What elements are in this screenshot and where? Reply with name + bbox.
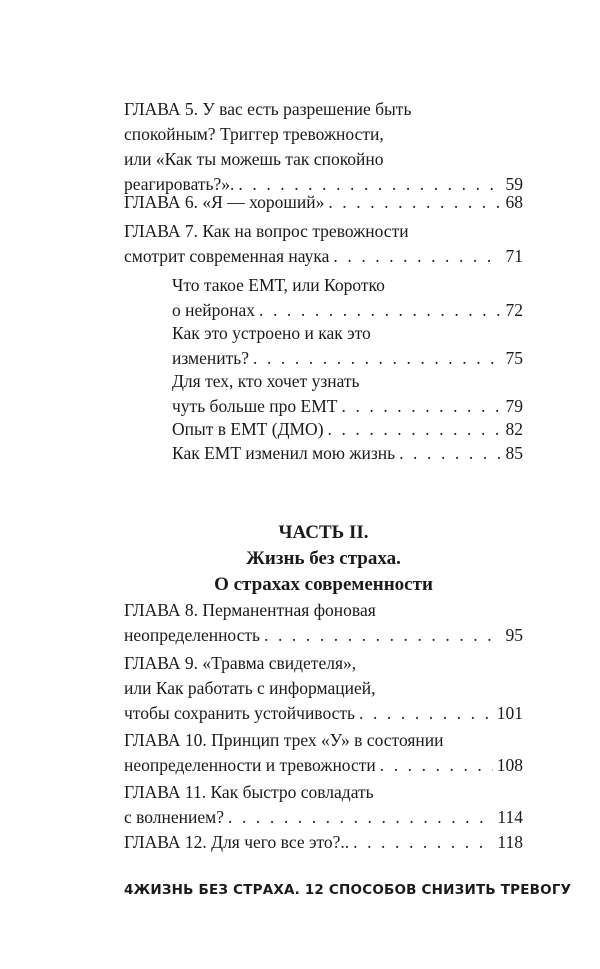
entry-text-line: ГЛАВА 11. Как быстро совладать [124, 782, 374, 802]
entry-text-line: Что такое ЕМТ, или Коротко [172, 275, 385, 295]
page-number: 85 [505, 443, 523, 463]
toc-entry-chapter-7 [124, 219, 523, 269]
toc-subentry-emt-changed-life [124, 441, 523, 466]
dot-leader [328, 190, 501, 215]
running-title: ЖИЗНЬ БЕЗ СТРАХА. 12 СПОСОБОВ СНИЗИТЬ ТРЕВОГУ [133, 882, 572, 898]
page-number: 75 [505, 348, 523, 368]
entry-text-line: чуть больше про ЕМТ [172, 396, 338, 416]
entry-text-line: неопределенности и тревожности [124, 755, 376, 775]
page-number: 118 [497, 832, 523, 852]
page-number: 72 [505, 300, 523, 320]
entry-text-line: ГЛАВА 9. «Травма свидетеля», [124, 653, 357, 673]
dot-leader [353, 830, 493, 855]
page-number: 59 [505, 174, 523, 194]
dot-leader [253, 346, 502, 371]
dot-leader [333, 244, 501, 269]
dot-leader [399, 441, 501, 466]
toc-entry-chapter-12 [124, 830, 523, 855]
part-subtitle: О страхах современности [214, 574, 433, 595]
toc-entry-chapter-8 [124, 598, 523, 648]
dot-leader [380, 753, 493, 778]
entry-text-line: ГЛАВА 12. Для чего все это?.. [124, 832, 350, 852]
page-number: 101 [496, 703, 523, 723]
entry-text-line: смотрит современная наука [124, 246, 330, 266]
entry-text-line: Опыт в ЕМТ (ДМО) [172, 419, 324, 439]
page-number: 82 [505, 419, 523, 439]
toc-subentry-more-about-emt [124, 369, 523, 419]
dot-leader [328, 417, 502, 442]
page-number: 71 [505, 246, 523, 266]
toc-entry-chapter-10 [124, 728, 523, 778]
dot-leader [264, 623, 501, 648]
entry-text-line: с волнением? [124, 807, 225, 827]
entry-text-line: неопределенность [124, 625, 261, 645]
part-number: ЧАСТЬ II. [278, 522, 369, 543]
part-heading [124, 520, 523, 598]
running-footer [124, 882, 572, 898]
entry-text-line: спокойным? Триггер тревожности, [124, 124, 384, 144]
page-number: 68 [505, 192, 523, 212]
entry-text-line: Для тех, кто хочет узнать [172, 371, 360, 391]
entry-text-line: Как ЕМТ изменил мою жизнь [172, 443, 396, 463]
entry-text-line: ГЛАВА 10. Принцип трех «У» в состоянии [124, 730, 444, 750]
page-number: 108 [496, 755, 523, 775]
entry-text-line: или Как работать с информацией, [124, 678, 376, 698]
page-number: 95 [505, 625, 523, 645]
entry-text-line: ГЛАВА 7. Как на вопрос тревожности [124, 221, 409, 241]
dot-leader [359, 701, 493, 726]
dot-leader [342, 394, 502, 419]
dot-leader [259, 298, 501, 323]
part-title: Жизнь без страха. [246, 548, 401, 569]
page-number: 79 [505, 396, 523, 416]
page-number: 114 [497, 807, 523, 827]
toc-entry-chapter-11 [124, 780, 523, 830]
entry-text-line: реагировать?». [124, 174, 235, 194]
entry-text-line: изменить? [172, 348, 249, 368]
entry-text-line: ГЛАВА 5. У вас есть разрешение быть [124, 99, 412, 119]
entry-text-line: или «Как ты можешь так спокойно [124, 149, 384, 169]
entry-text-line: чтобы сохранить устойчивость [124, 703, 356, 723]
toc-entry-chapter-9 [124, 651, 523, 726]
toc-entry-chapter-5 [124, 97, 523, 197]
entry-text-line: о нейронах [172, 300, 256, 320]
dot-leader [228, 805, 493, 830]
toc-subentry-emt-experience [124, 417, 523, 442]
entry-text-line: ГЛАВА 8. Перманентная фоновая [124, 600, 376, 620]
toc-subentry-how-it-works [124, 321, 523, 371]
toc-entry-chapter-6 [124, 190, 523, 215]
entry-text-line: Как это устроено и как это [172, 323, 371, 343]
entry-text-line: ГЛАВА 6. «Я — хороший» [124, 192, 325, 212]
toc-subentry-emt-neurons [124, 273, 523, 323]
folio-number: 4 [124, 882, 134, 898]
